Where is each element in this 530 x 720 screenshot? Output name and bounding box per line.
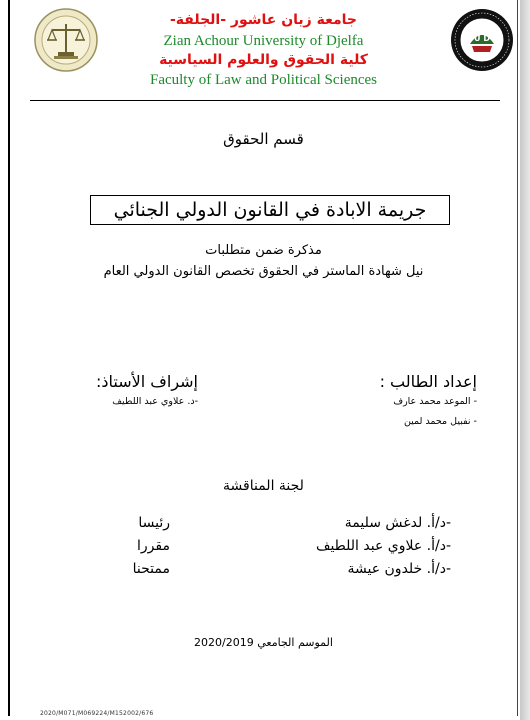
committee-member-role: ممتحنا <box>132 561 170 577</box>
prepared-by-label: إعداد الطالب : <box>379 372 477 391</box>
thesis-title: جريمة الابادة في القانون الدولي الجنائي <box>90 195 450 225</box>
committee-member-role: مقررا <box>137 538 170 554</box>
academic-year: الموسم الجامعي 2020/2019 <box>194 636 333 649</box>
supervisor-name: -د. علاوي عبد اللطيف <box>112 396 198 407</box>
student-name-2: - نفبيل محمد لمين <box>403 416 477 427</box>
committee-member-name: -د/أ. علاوي عبد اللطيف <box>315 538 451 554</box>
header-divider <box>30 100 500 101</box>
arabic-faculty-name: كلية الحقوق والعلوم السياسية <box>159 52 368 68</box>
page-shadow <box>520 0 530 720</box>
footer-code: 2020/M071/M069224/M152002/676 <box>40 710 154 717</box>
document-page <box>8 0 518 716</box>
english-faculty-name: Faculty of Law and Political Sciences <box>149 72 378 88</box>
committee-member-name: -د/أ. خلدون عيشة <box>347 561 451 577</box>
memo-line-2: نيل شهادة الماستر في الحقوق تخصص القانون الدولي العام <box>103 264 424 279</box>
department-name: قسم الحقوق <box>223 130 304 148</box>
english-university-name: Zian Achour University of Djelfa <box>163 33 364 49</box>
committee-member-role: رئيسا <box>138 515 170 531</box>
svg-text:U D: U D <box>474 34 490 43</box>
committee-member-name: -د/أ. لدغش سليمة <box>344 515 451 531</box>
committee-title: لجنة المناقشة <box>223 478 304 494</box>
memo-line-1: مذكرة ضمن متطلبات <box>205 243 322 258</box>
supervisor-label: إشراف الأستاذ: <box>96 372 198 391</box>
student-name-1: - الموعد محمد عارف <box>393 396 477 407</box>
arabic-university-name: جامعة زيان عاشور -الجلفة- <box>169 12 358 28</box>
